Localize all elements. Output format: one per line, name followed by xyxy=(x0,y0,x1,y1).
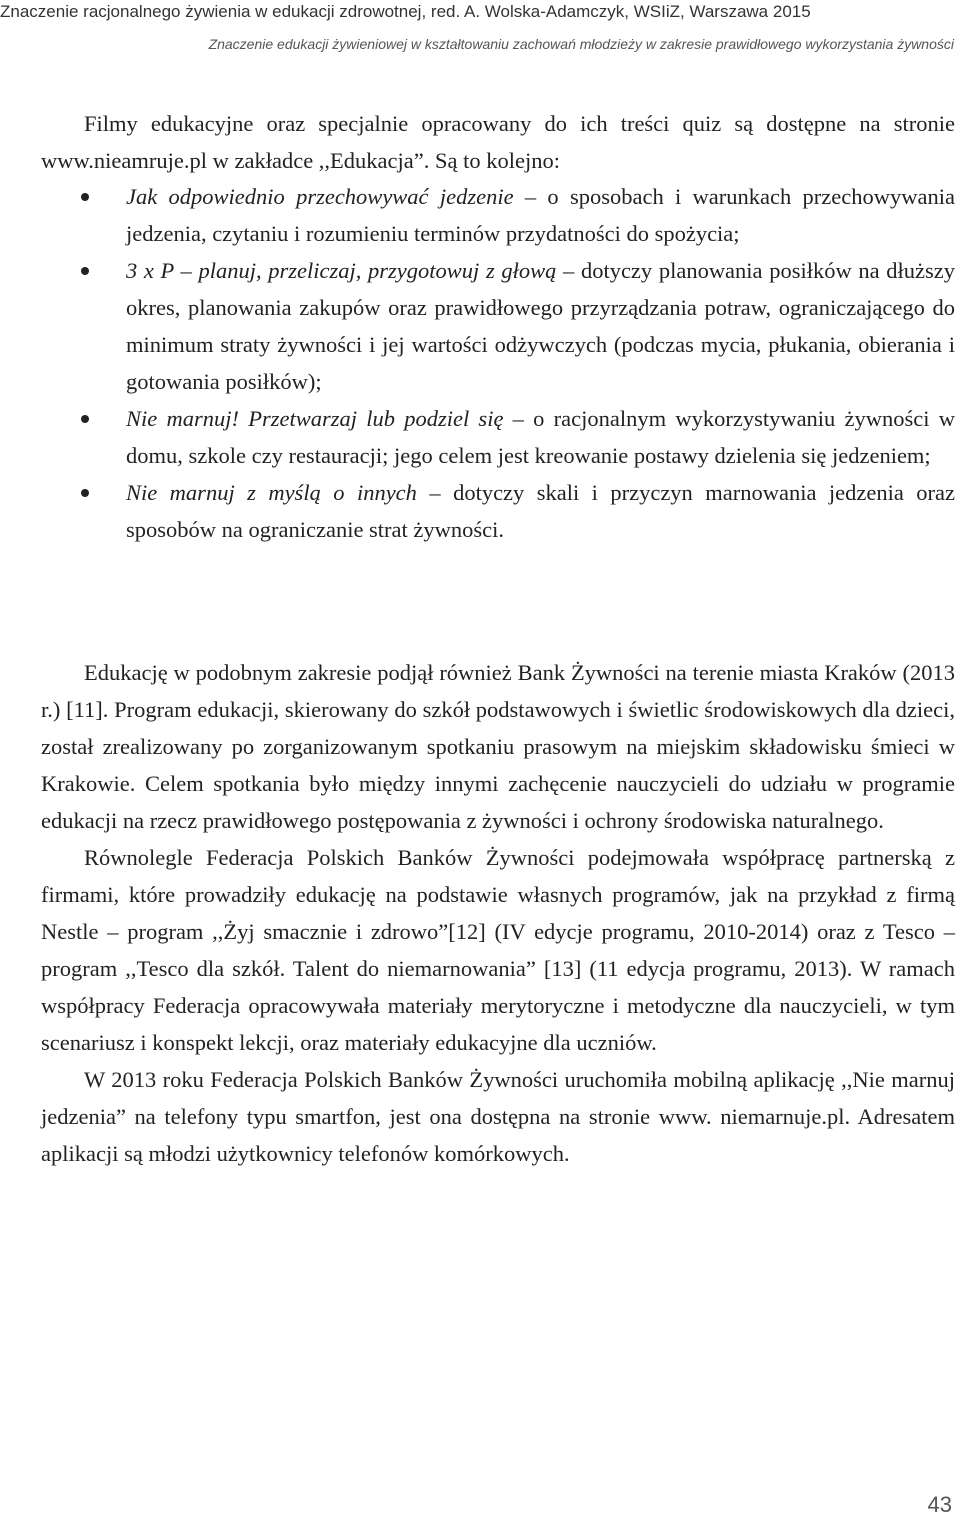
header-title: Znaczenie racjonalnego żywienia w edukacji zdrowotnej, red. A. Wolska-Adamczyk, WSIiZ, Warszawa 2015 xyxy=(0,2,811,21)
bullet-item xyxy=(41,400,955,474)
intro-text: Filmy edukacyjne oraz specjalnie opracowany do ich treści quiz są dostępne na stronie www.nieamruje.pl w zakładce ,,Edukacja”. Są to kolejno: xyxy=(41,111,955,173)
bullet-title: Jak odpowiednio przechowywać jedzenie xyxy=(126,184,514,209)
paragraph: W 2013 roku Federacja Polskich Banków Żywności uruchomiła mobilną aplikację ,,Nie marnuj jedzenia” na telefony typu smartfon, jest ona dostępna na stronie www. niemarnuje.pl. Adresatem aplikacji są młodzi użytkownicy telefonów komórkowych. xyxy=(41,1067,955,1166)
bullet-item xyxy=(41,252,955,400)
body-paragraphs xyxy=(41,654,955,1172)
bullet-title: Nie marnuj! Przetwarzaj lub podziel się xyxy=(126,406,504,431)
paragraph: Edukację w podobnym zakresie podjął również Bank Żywności na terenie miasta Kraków (2013 r.) [11]. Program edukacji, skierowany do szkół podstawowych i świetlic środowiskowych dla dzieci, został zrealizowany po zorganizowanym spotkaniu prasowym na miejskim składowisku śmieci w Krakowie. Celem spotkania było między innymi zachęcenie nauczycieli do udziału w programie edukacji na rzecz prawidłowego postępowania z żywności i ochrony środowiska naturalnego. xyxy=(41,660,955,833)
bullet-text: – dotyczy skali i przyczyn marnowania jedzenia oraz sposobów na ograniczanie strat żywności. xyxy=(126,480,955,542)
header-subtitle: Znaczenie edukacji żywieniowej w kształtowaniu zachowań młodzieży w zakresie prawidłowego wykorzystania żywności xyxy=(208,36,954,52)
intro-paragraph xyxy=(41,105,955,179)
bullet-icon xyxy=(81,267,89,275)
paragraph: Równolegle Federacja Polskich Banków Żywności podejmowała współpracę partnerską z firmami, które prowadziły edukację na podstawie własnych programów, jak na przykład z firmą Nestle – program ,,Żyj smacznie i zdrowo”[12] (IV edycje programu, 2010-2014) oraz z Tesco – program ,,Tesco dla szkół. Talent do niemarnowania” [13] (11 edycja programu, 2013). W ramach współpracy Federacja opracowywała materiały merytoryczne i metodyczne dla nauczycieli, w tym scenariusz i konspekt lekcji, oraz materiały edukacyjne dla uczniów. xyxy=(41,845,955,1055)
bullet-text: – o sposobach i warunkach przechowywania jedzenia, czytaniu i rozumieniu terminów przydatności do spożycia; xyxy=(126,184,955,246)
bullet-icon xyxy=(81,489,89,497)
page-number: 43 xyxy=(927,1492,952,1517)
bullet-icon xyxy=(81,193,89,201)
bullet-icon xyxy=(81,415,89,423)
bullet-text: – dotyczy planowania posiłków na dłuższy okres, planowania zakupów oraz prawidłowego przyrządzania potraw, ograniczającego do minimum straty żywności i jej wartości odżywczych (podczas mycia, płukania, obierania i gotowania posiłków); xyxy=(126,258,955,394)
bullet-list xyxy=(41,178,955,548)
bullet-item xyxy=(41,474,955,548)
bullet-text: – o racjonalnym wykorzystywaniu żywności w domu, szkole czy restauracji; jego celem jest kreowanie postawy dzielenia się jedzeniem; xyxy=(126,406,956,468)
bullet-title: 3 x P – planuj, przeliczaj, przygotowuj z głową xyxy=(126,258,557,283)
bullet-title: Nie marnuj z myślą o innych xyxy=(126,480,417,505)
bullet-item xyxy=(41,178,955,252)
